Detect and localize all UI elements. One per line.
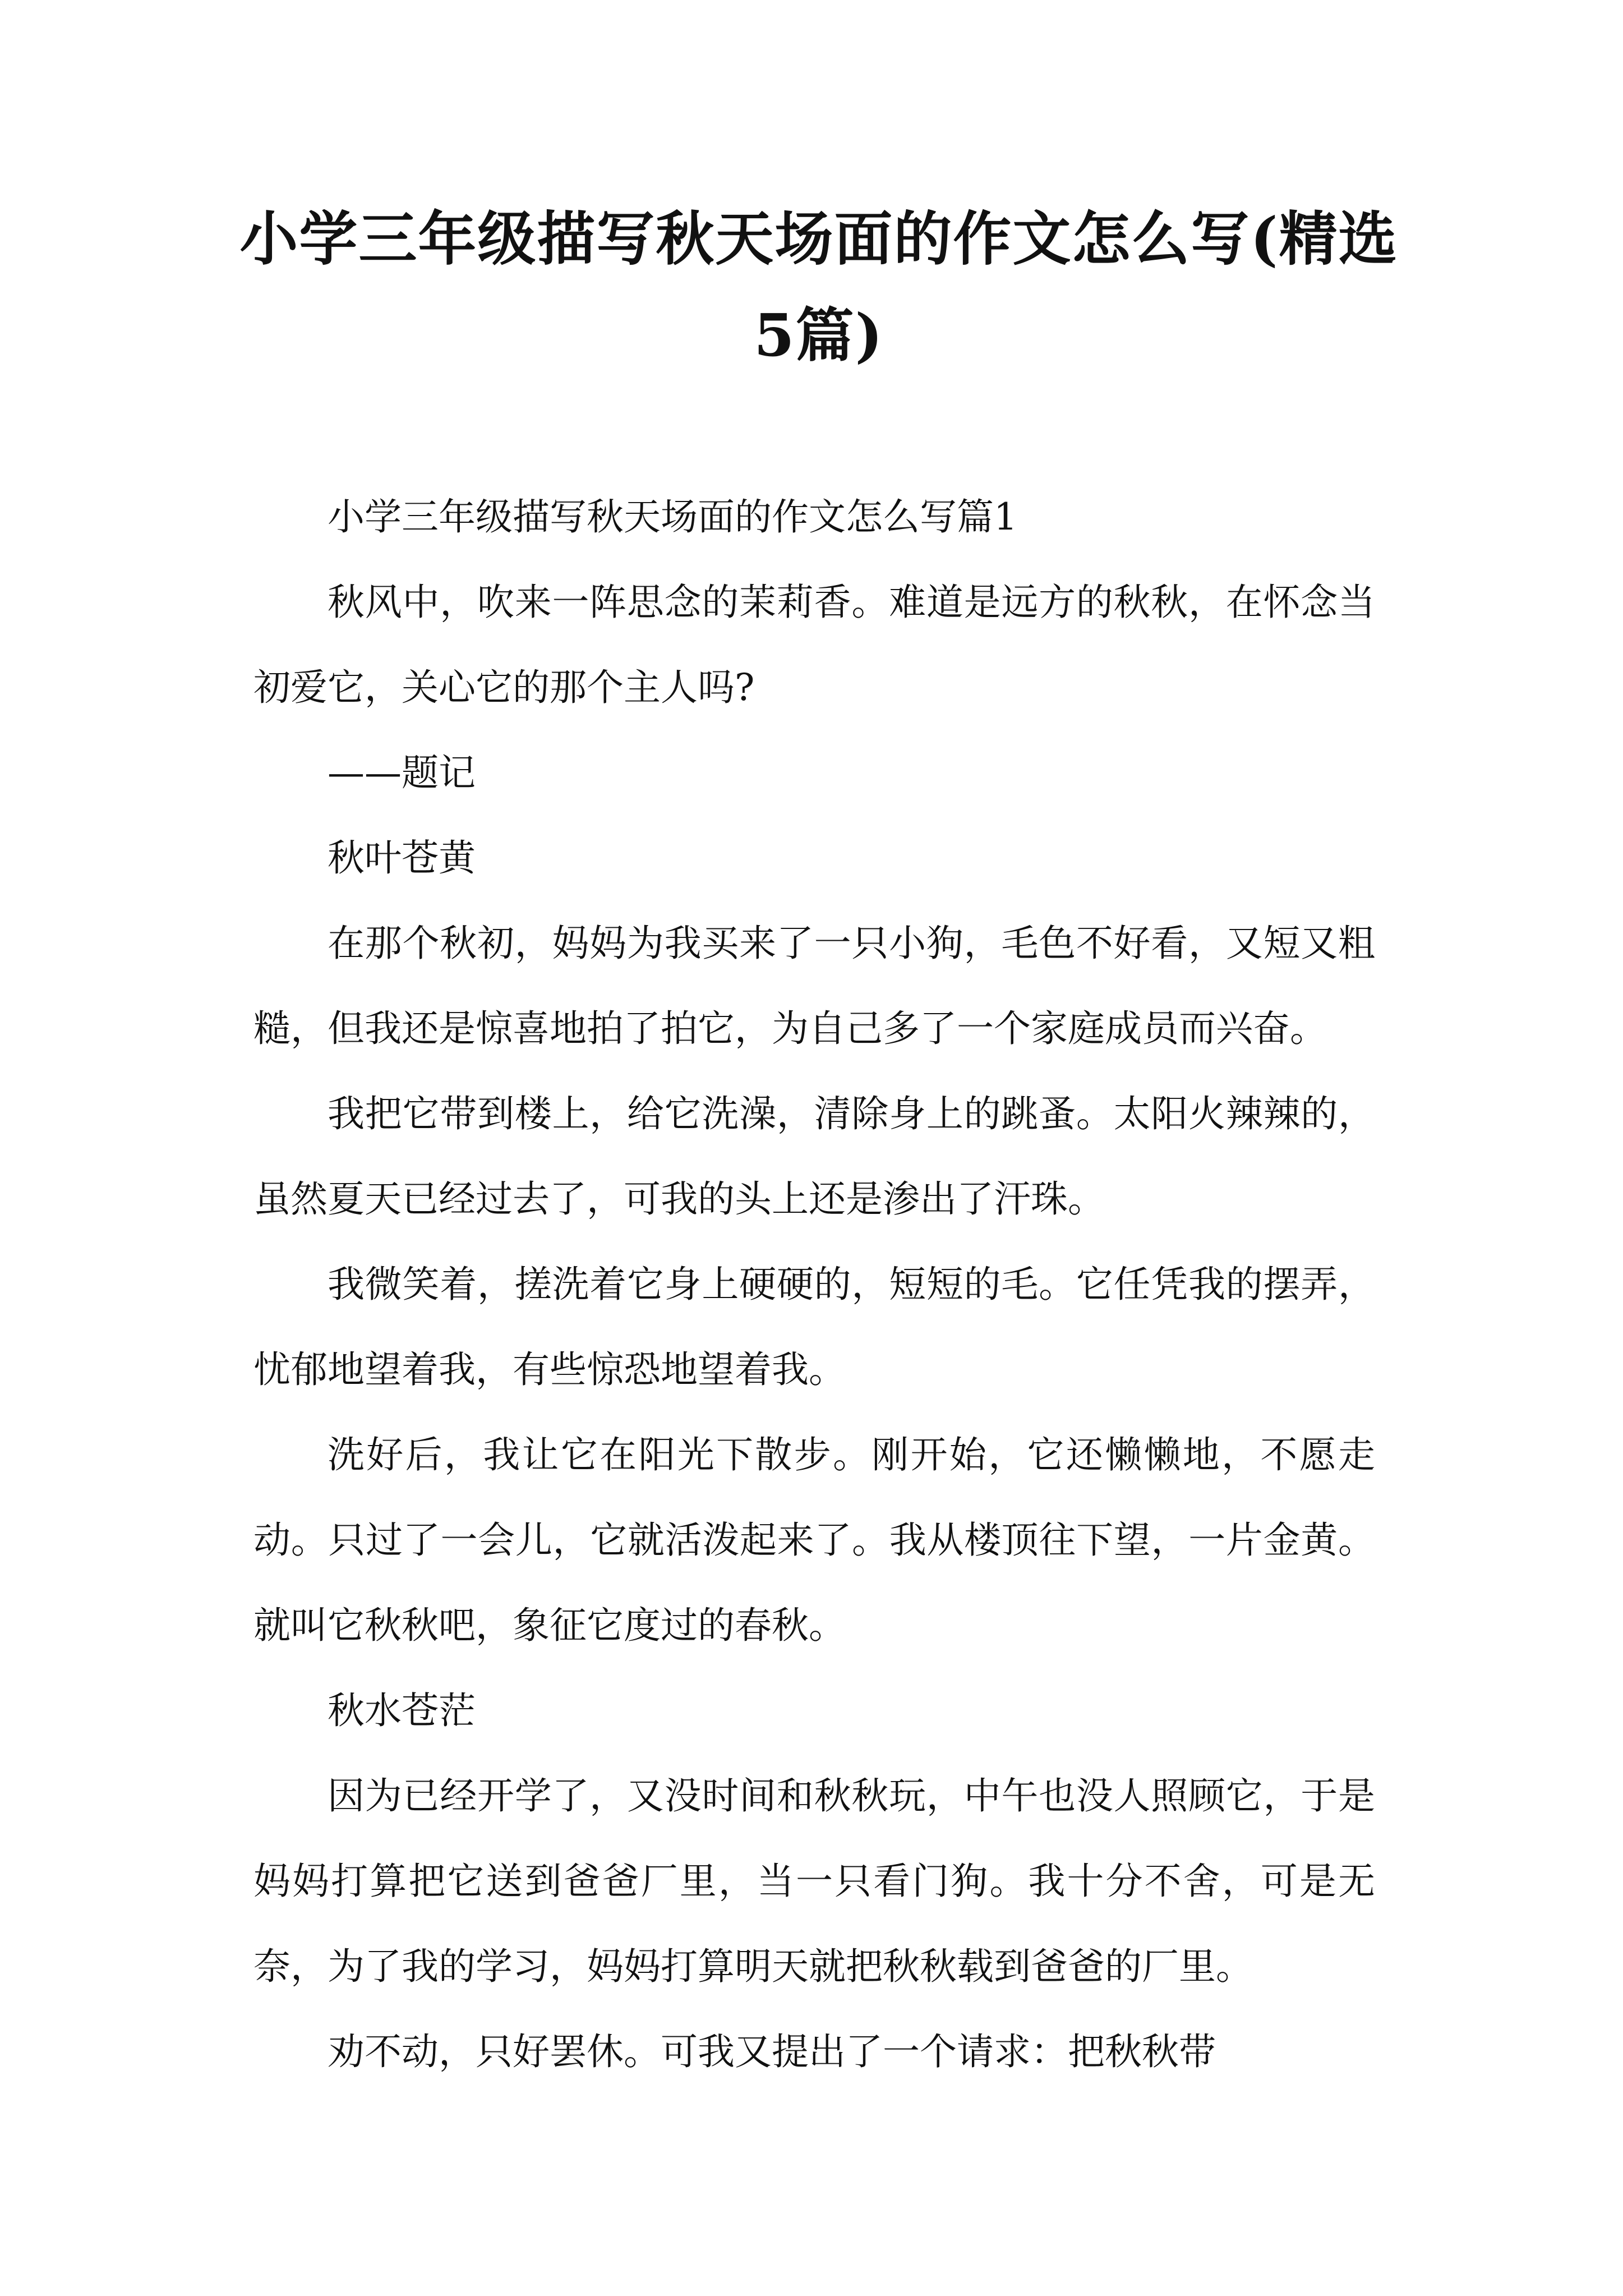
paragraph: 因为已经开学了，又没时间和秋秋玩，中午也没人照顾它，于是妈妈打算把它送到爸爸厂里，当一只看门狗。我十分不舍，可是无奈，为了我的学习，妈妈打算明天就把秋秋载到爸爸的厂里。 [253,1774,1375,1988]
paragraph: 洗好后，我让它在阳光下散步。刚开始，它还懒懒地，不愿走动。只过了一会儿，它就活泼起来了。我从楼顶往下望，一片金黄。就叫它秋秋吧，象征它度过的春秋。 [253,1433,1375,1647]
document-title: 小学三年级描写秋天场面的作文怎么写(精选5篇) [239,204,1398,370]
epigraph-attribution: ——题记 [328,751,476,794]
paragraph: 秋风中，吹来一阵思念的茉莉香。难道是远方的秋秋，在怀念当初爱它，关心它的那个主人吗? [253,581,1375,709]
paragraph: 我微笑着，搓洗着它身上硬硬的，短短的毛。它任凭我的摆弄，忧郁地望着我，有些惊恐地望着我。 [253,1263,1375,1391]
paragraph: 劝不动，只好罢休。可我又提出了一个请求：把秋秋带 [328,2030,1216,2073]
subheading: 秋叶苍黄 [328,836,476,880]
section-heading: 小学三年级描写秋天场面的作文怎么写篇1 [328,495,1017,539]
document-body [253,475,1375,2095]
paragraph: 在那个秋初，妈妈为我买来了一只小狗，毛色不好看，又短又粗糙，但我还是惊喜地拍了拍它，为自己多了一个家庭成员而兴奋。 [253,922,1375,1050]
subheading: 秋水苍茫 [328,1689,476,1732]
paragraph: 我把它带到楼上，给它洗澡，清除身上的跳蚤。太阳火辣辣的，虽然夏天已经过去了，可我的头上还是渗出了汗珠。 [253,1092,1375,1221]
